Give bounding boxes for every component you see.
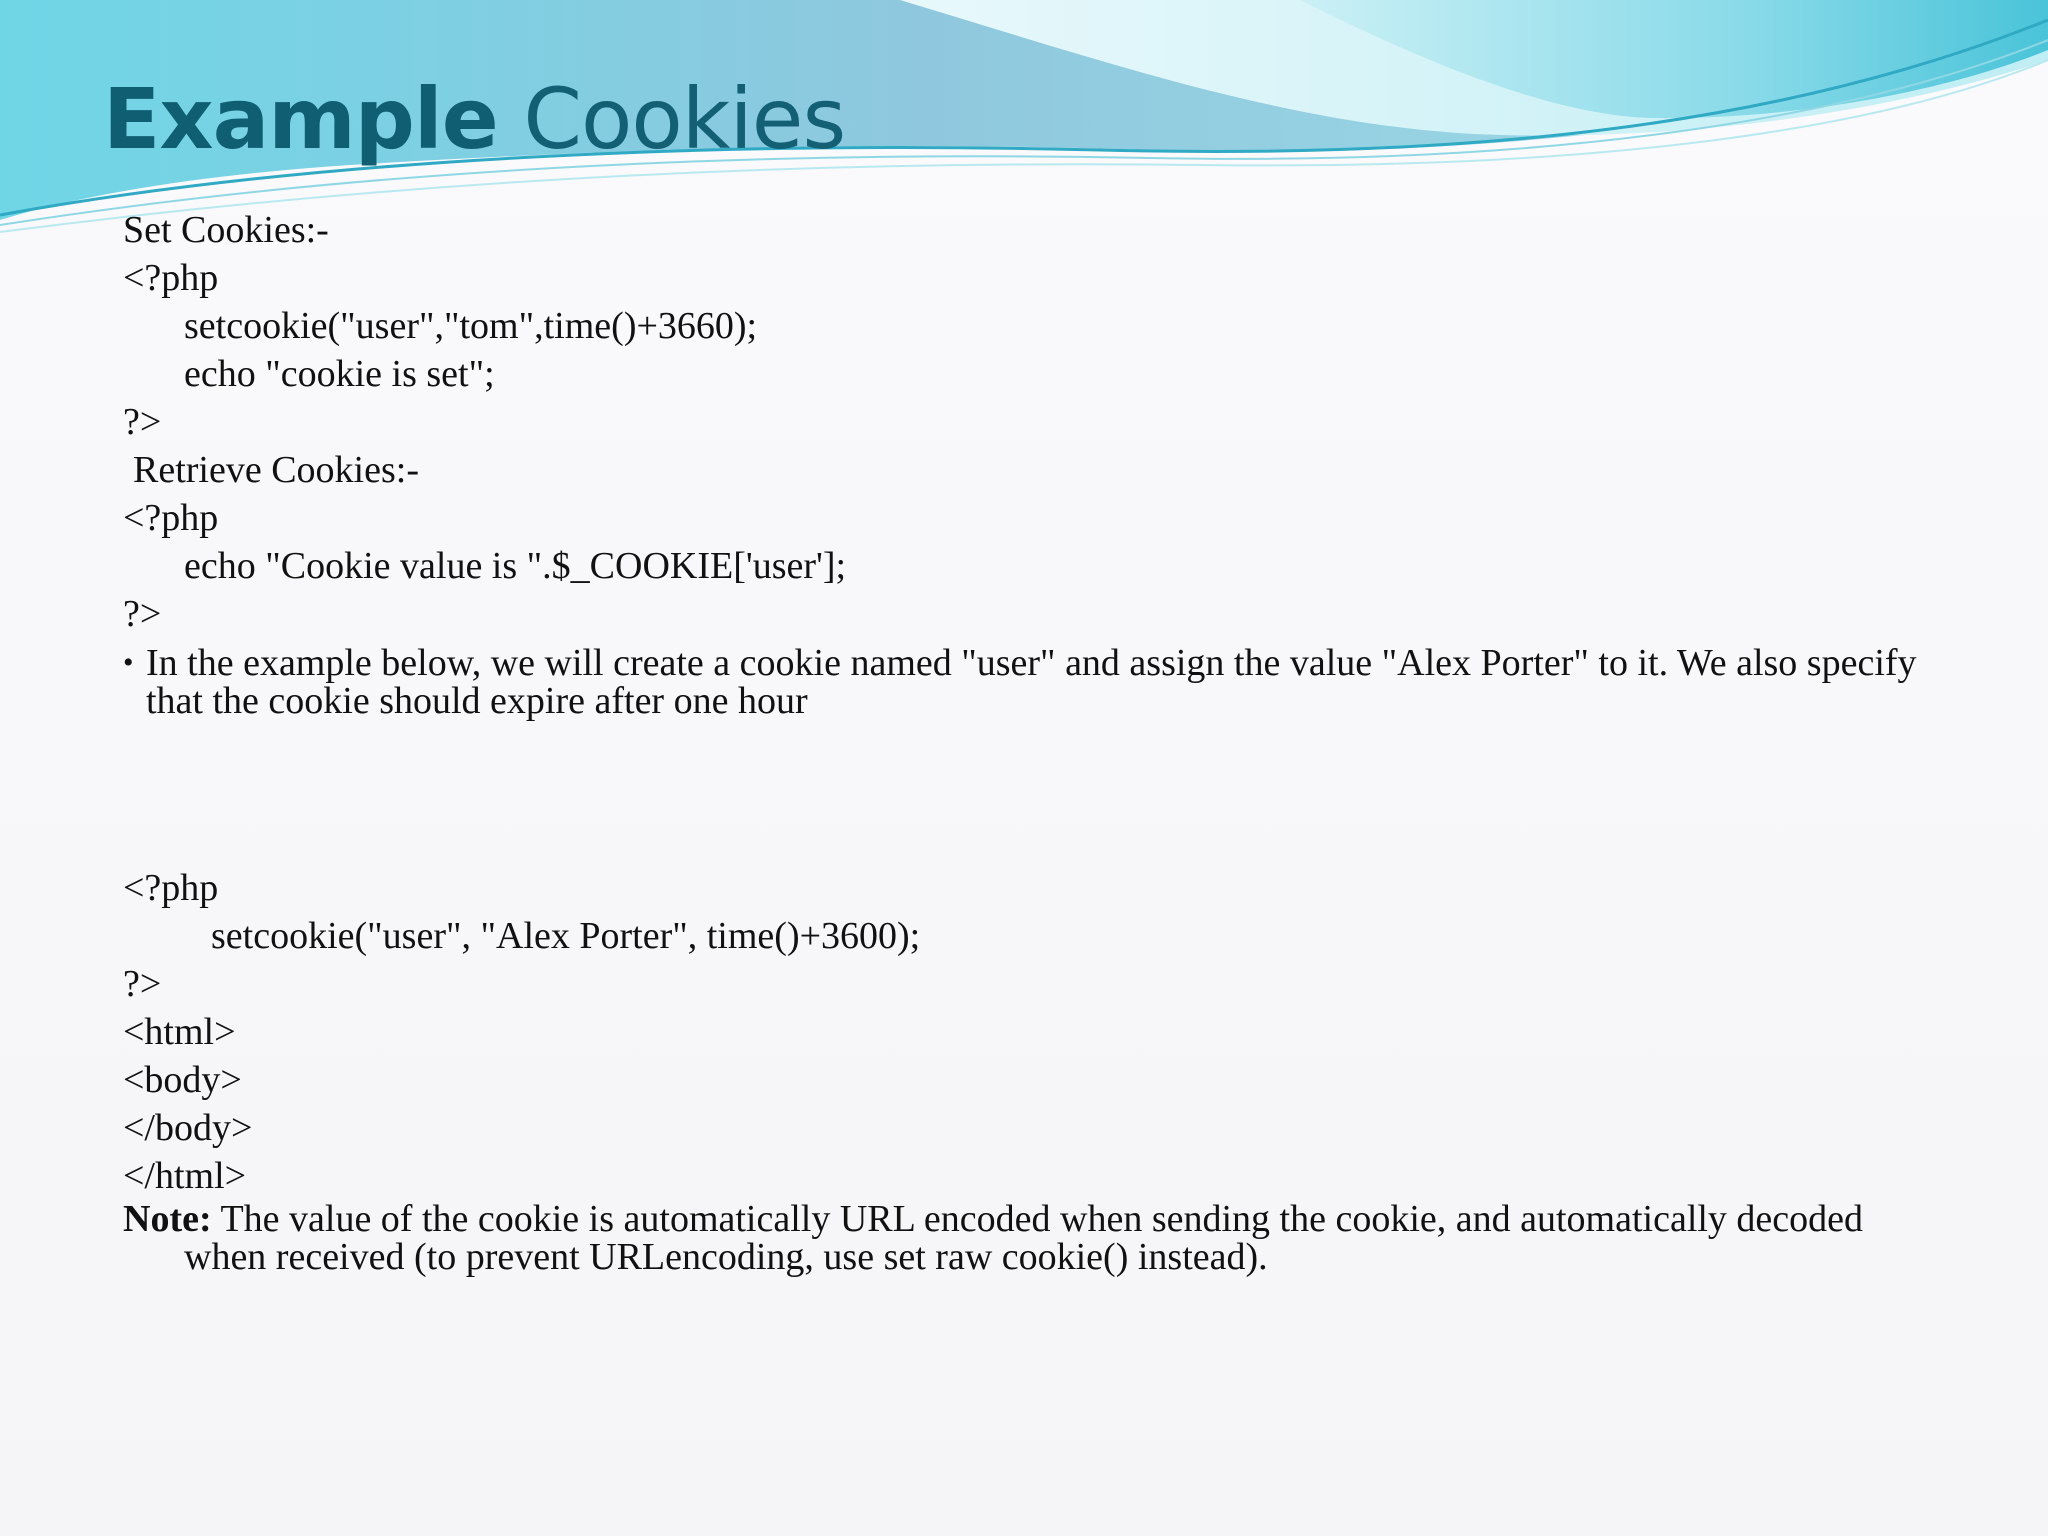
example-html-close: </html> [123,1155,247,1197]
example-php-close-tag: ?> [123,963,162,1005]
title-bold-part: Example [103,70,498,168]
example-html-open: <html> [123,1011,236,1053]
example-body-open: <body> [123,1059,242,1101]
title-rest-part: Cookies [497,70,846,168]
spacer [123,720,1943,864]
retrieve-cookies-heading: Retrieve Cookies:- [133,449,419,491]
slide-title [103,70,845,168]
example-code-line-1: setcookie("user", "Alex Porter", time()+3600); [211,915,921,957]
example-body-close: </body> [123,1107,253,1149]
bullet-paragraph [123,644,1943,720]
note-text: The value of the cookie is automatically URL encoded when sending the cookie, and automatically decoded when received (to prevent URLencoding, use set raw cookie() instead). [184,1198,1864,1278]
bullet-symbol: • [123,646,134,679]
set-php-close-tag: ?> [123,401,162,443]
set-php-open-tag: <?php [123,257,219,299]
retrieve-php-open-tag: <?php [123,497,219,539]
retrieve-php-close-tag: ?> [123,593,162,635]
retrieve-code-line-1: echo "Cookie value is ".$_COOKIE['user']; [184,545,847,587]
set-code-line-1: setcookie("user","tom",time()+3660); [184,305,758,347]
set-cookies-heading: Set Cookies:- [123,209,329,251]
slide-body [123,206,1943,1276]
example-php-open-tag: <?php [123,867,219,909]
bullet-text: In the example below, we will create a cookie named "user" and assign the value "Alex Porter" to it. We also specify that the cookie should expire after one hour [146,642,1917,722]
note-paragraph [123,1200,1943,1276]
note-label: Note: [123,1198,212,1240]
set-code-line-2: echo "cookie is set"; [184,353,495,395]
